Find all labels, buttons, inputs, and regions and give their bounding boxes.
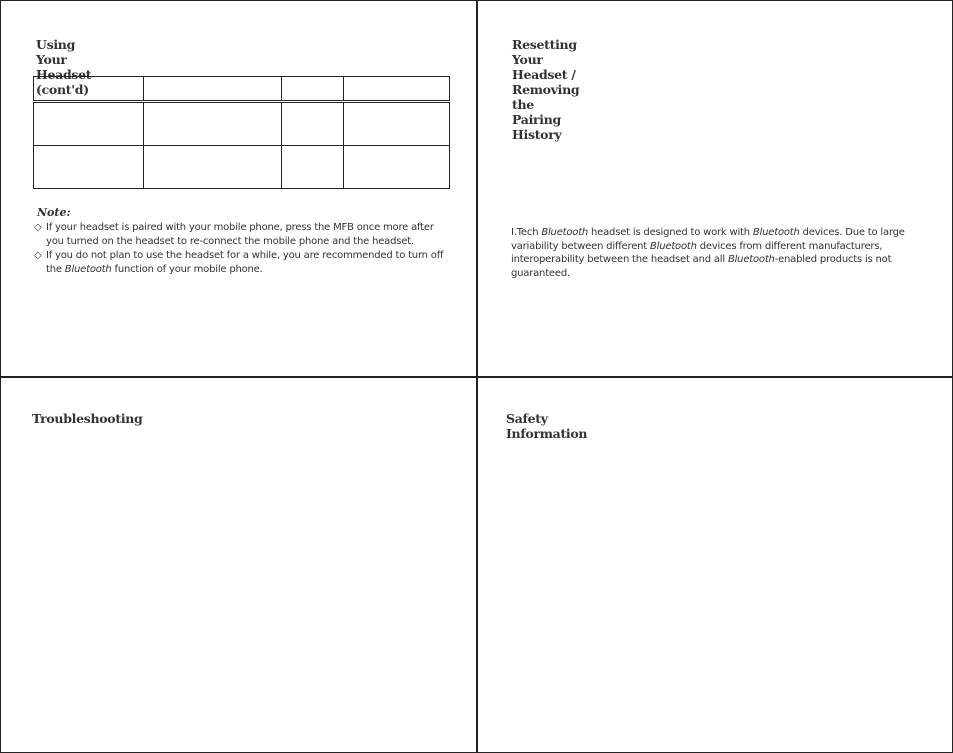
table-cell [144, 102, 282, 146]
paragraph-text: -enabled products is not guaranteed. [511, 254, 892, 279]
note-text: If your headset is paired with your mobile phone, press the MFB once more after you turned on the headset to re-connect the mobile phone and the headset. [46, 222, 434, 247]
table-cell [34, 77, 144, 102]
table-row [34, 102, 450, 146]
table-cell [144, 77, 282, 102]
note-text: function of your mobile phone. [111, 263, 263, 275]
note-title: Note: [37, 206, 71, 219]
paragraph-emphasis: Bluetooth [752, 227, 800, 238]
table-cell [34, 146, 144, 189]
panel-heading: Using Your Headset (cont'd) [36, 37, 92, 97]
note-emphasis: Bluetooth [64, 263, 112, 275]
note-list [34, 221, 454, 277]
list-item [34, 249, 454, 276]
paragraph-emphasis: Bluetooth [650, 240, 697, 252]
function-table [33, 76, 450, 189]
panel-heading: Resetting Your Headset / Removing the Pairing History [512, 37, 580, 142]
paragraph-text: I.Tech [511, 227, 542, 238]
paragraph-text: devices. Due to large variability between different [511, 227, 905, 252]
paragraph-text: devices from different manufacturers, interoperability between the headset and all [511, 240, 883, 265]
table-cell [282, 102, 344, 146]
table-cell [282, 77, 344, 102]
table-cell [344, 102, 450, 146]
paragraph-text: headset is designed to work with [588, 227, 753, 238]
table-row [34, 146, 450, 189]
note-text: If you do not plan to use the headset for a while, you are recommended to turn off the [46, 250, 444, 275]
panel-heading: Troubleshooting [32, 411, 143, 426]
table-header-row [34, 77, 450, 102]
list-item [34, 221, 454, 248]
table-cell [144, 146, 282, 189]
paragraph-emphasis: Bluetooth [541, 227, 589, 238]
table-cell [34, 102, 144, 146]
horizontal-divider [0, 376, 953, 378]
compatibility-paragraph [511, 226, 921, 280]
panel-heading: Safety Information [506, 411, 588, 441]
table-cell [344, 77, 450, 102]
table-cell [344, 146, 450, 189]
paragraph-emphasis: Bluetooth [727, 254, 775, 265]
diamond-bullet-icon: ◇ [34, 250, 42, 261]
table-cell [282, 146, 344, 189]
diamond-bullet-icon: ◇ [34, 222, 42, 233]
